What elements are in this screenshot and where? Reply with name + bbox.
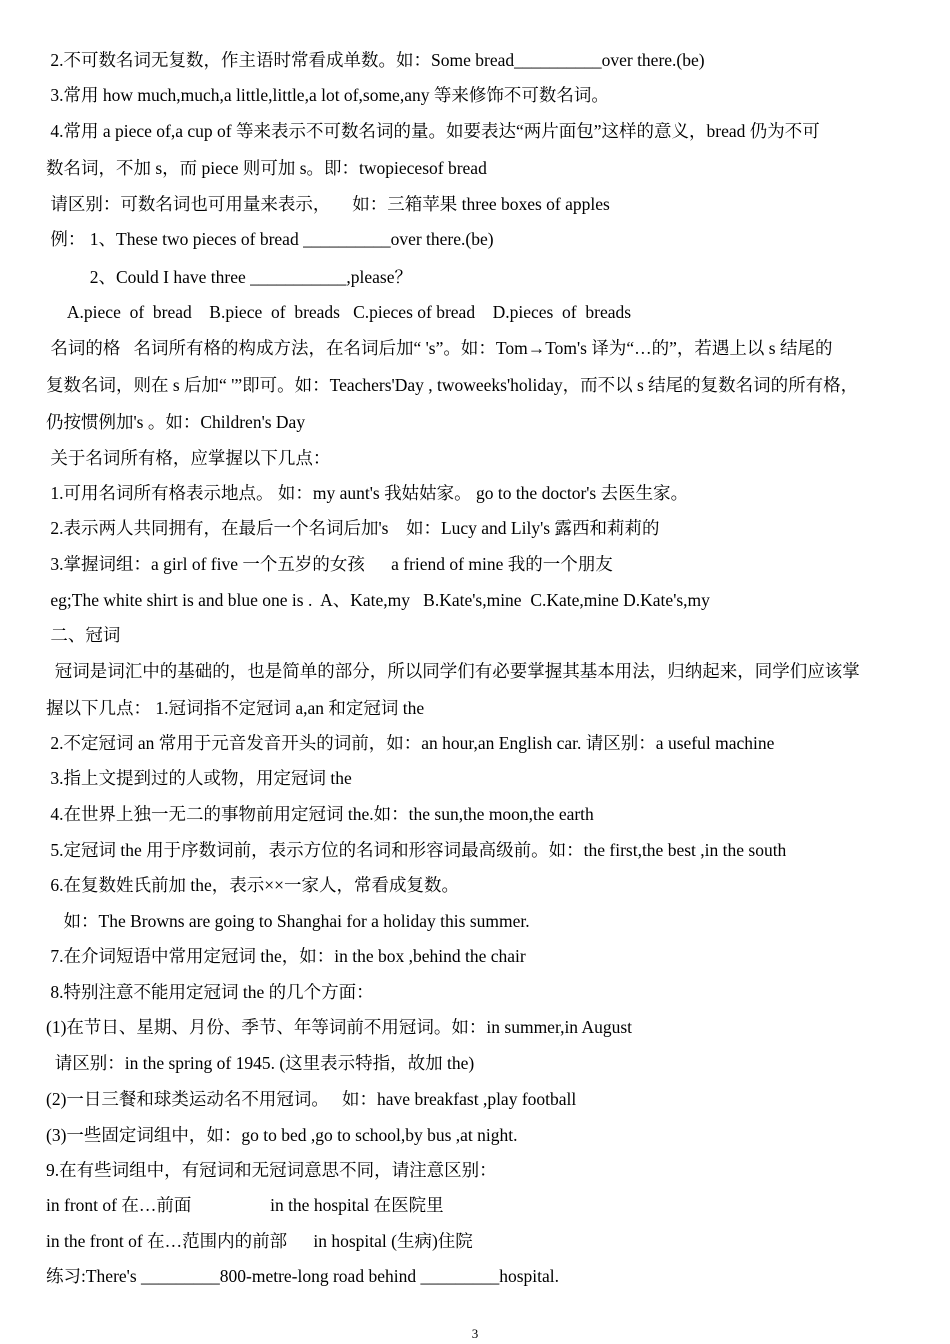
text-line: 3.掌握词组：a girl of five 一个五岁的女孩 a friend of mine 我的一个朋友: [46, 554, 613, 574]
text-line: 练习:There's _________800-metre-long road behind _________hospital.: [46, 1266, 559, 1286]
text-line: 名词的格 名词所有格的构成方法，在名词后加“ 's”。如：Tom→Tom's 译为“…的”，若遇上以 s 结尾的: [46, 338, 833, 358]
text-line: 复数名词，则在 s 后加“ '”即可。如：Teachers'Day , twoweeks'holiday，而不以 s 结尾的复数名词的所有格，: [46, 375, 859, 395]
text-line: 如：The Browns are going to Shanghai for a holiday this summer.: [46, 911, 530, 931]
text-line: in the front of 在…范围内的前部 in hospital (生病)住院: [46, 1231, 473, 1251]
text-line: 冠词是词汇中的基础的，也是简单的部分，所以同学们有必要掌握其基本用法，归纳起来，同学们应该掌: [46, 661, 860, 681]
section-heading: 二、冠词: [46, 625, 121, 645]
text-line: 请区别：可数名词也可用量来表示， 如：三箱苹果 three boxes of apples: [46, 194, 610, 214]
text-line: 2.不定冠词 an 常用于元音发音开头的词前，如：an hour,an English car. 请区别：a useful machine: [46, 733, 775, 753]
text-line: 3.指上文提到过的人或物，用定冠词 the: [46, 768, 352, 788]
text-line: 数名词，不加 s，而 piece 则可加 s。即：twopiecesof bread: [46, 158, 487, 178]
text-line: 9.在有些词组中，有冠词和无冠词意思不同，请注意区别：: [46, 1160, 497, 1180]
text-line: 3.常用 how much,much,a little,little,a lot of,some,any 等来修饰不可数名词。: [46, 85, 609, 105]
text-line: 仍按惯例加's 。如：Children's Day: [46, 412, 306, 432]
text-line: 2、Could I have three ___________,please？: [46, 267, 412, 287]
text-line: 握以下几点： 1.冠词指不定冠词 a,an 和定冠词 the: [46, 698, 425, 718]
text-line: 请区别：in the spring of 1945. (这里表示特指，故加 the): [46, 1053, 475, 1073]
text-line: eg;The white shirt is and blue one is . A、Kate,my B.Kate's,mine C.Kate,mine D.Kate's,my: [46, 590, 710, 610]
text-line: 5.定冠词 the 用于序数词前，表示方位的名词和形容词最高级前。如：the first,the best ,in the south: [46, 840, 787, 860]
text-line: in front of 在…前面 in the hospital 在医院里: [46, 1195, 444, 1215]
text-line: (1)在节日、星期、月份、季节、年等词前不用冠词。如：in summer,in August: [46, 1017, 633, 1037]
text-line: 1.可用名词所有格表示地点。 如：my aunt's 我姑姑家。 go to the doctor's 去医生家。: [46, 483, 689, 503]
text-line: 7.在介词短语中常用定冠词 the，如：in the box ,behind the chair: [46, 946, 526, 966]
text-line: 6.在复数姓氏前加 the，表示××一家人，常看成复数。: [46, 875, 459, 895]
text-line: A.piece of bread B.piece of breads C.pieces of bread D.pieces of breads: [46, 302, 632, 322]
text-line: 4.在世界上独一无二的事物前用定冠词 the.如：the sun,the moon,the earth: [46, 804, 594, 824]
text-line: 例： 1、These two pieces of bread __________over there.(be): [46, 229, 494, 249]
text-line: (3)一些固定词组中，如：go to bed ,go to school,by bus ,at night.: [46, 1125, 518, 1145]
text-line: 2.不可数名词无复数，作主语时常看成单数。如：Some bread__________over there.(be): [46, 50, 705, 70]
text-line: 4.常用 a piece of,a cup of 等来表示不可数名词的量。如要表达“两片面包”这样的意义，bread 仍为不可: [46, 121, 820, 141]
text-line: 8.特别注意不能用定冠词 the 的几个方面：: [46, 982, 374, 1002]
page-number: 3: [471, 1326, 479, 1341]
text-line: (2)一日三餐和球类运动名不用冠词。 如：have breakfast ,play football: [46, 1089, 577, 1109]
text-line: 2.表示两人共同拥有，在最后一个名词后加's 如：Lucy and Lily's 露西和莉莉的: [46, 518, 660, 538]
text-line: 关于名词所有格，应掌握以下几点：: [46, 448, 331, 468]
